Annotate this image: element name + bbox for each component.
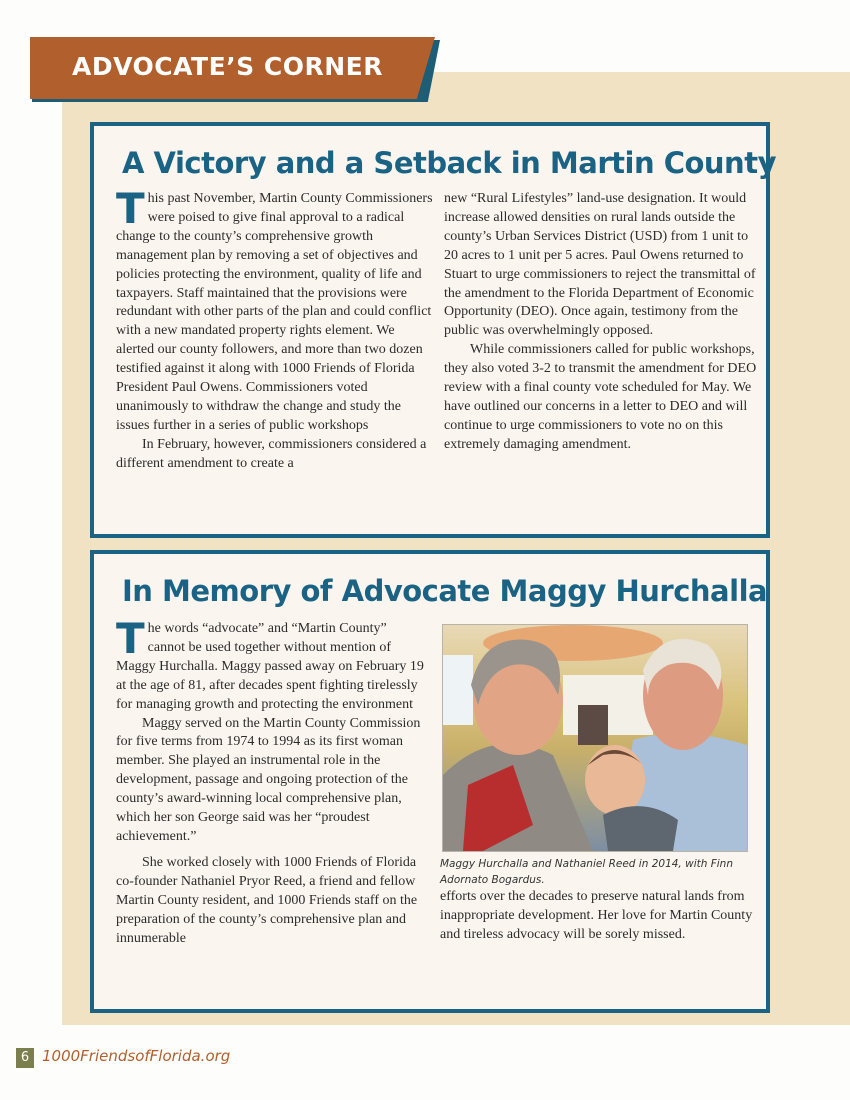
photo-illustration — [443, 625, 747, 851]
paragraph: This past November, Martin County Commissioners were poised to give final approval to a radical change to the county’s comprehensive growth management plan by removing a set of objectives and policies protecting the environment, quality of life and taxpayers. Staff maintained that the provisions were redundant with other parts of the plan and could conflict with a new mandated property rights element. We alerted our county followers, and more than two dozen testified against it along with 1000 Friends of Florida President Paul Owens. Commissioners voted unanimously to withdraw the change and study the issues further in a series of public workshops — [116, 184, 433, 433]
page-number: 6 — [16, 1048, 34, 1068]
section-title: ADVOCATE’S CORNER — [72, 52, 383, 81]
article-in-memory — [90, 550, 770, 1013]
paragraph: Maggy served on the Martin County Commission for five terms from 1974 to 1994 as its first woman member. She played an instrumental role in the development, passage and ongoing protection of the county’s award-winning local comprehensive plan, which her son George said was her “proudest achievement.” — [116, 715, 421, 844]
paragraph: new “Rural Lifestyles” land-use designation. It would increase allowed densities on rural lands outside the county’s Urban Services District (USD) from 1 unit to 20 acres to 1 unit per 5 acres. Paul Owens returned to Stuart to urge commissioners to reject the transmittal of the amendment to the Florida Department of Economic Opportunity (DEO). Once again, testimony from the public was overwhelmingly opposed. — [444, 191, 756, 339]
photo-caption: Maggy Hurchalla and Nathaniel Reed in 2014, with Finn Adornato Bogardus. — [440, 858, 733, 886]
article-title: In Memory of Advocate Maggy Hurchalla — [122, 574, 768, 608]
photo — [442, 624, 748, 852]
article-title: A Victory and a Setback in Martin County — [122, 146, 776, 180]
paragraph: efforts over the decades to preserve natural lands from inappropriate development. Her love for Martin County and tireless advocacy will be sorely missed. — [440, 889, 753, 942]
article-column-1 — [116, 614, 426, 948]
paragraph: The words “advocate” and “Martin County” cannot be used together without mention of Maggy Hurchalla. Maggy passed away on February 19 at the age of 81, after decades spent fighting tirelessly for managing growth and protecting the environment — [116, 614, 424, 712]
paragraph: In February, however, commissioners considered a different amendment to create a — [116, 436, 427, 471]
drop-cap: T — [116, 614, 145, 663]
article-column-2 — [444, 190, 760, 455]
paragraph: She worked closely with 1000 Friends of Florida co-founder Nathaniel Pryor Reed, a friend and fellow Martin County resident, and 1000 Friends staff on the preparation of the county’s comprehensive plan and innumerable — [116, 854, 418, 946]
article-column-1 — [116, 184, 434, 474]
drop-cap: T — [116, 184, 145, 233]
article-victory-setback — [90, 122, 776, 538]
website-link[interactable]: 1000FriendsofFlorida.org — [42, 1047, 231, 1065]
article-column-2 — [440, 888, 756, 945]
paragraph: While commissioners called for public workshops, they also voted 3-2 to transmit the amendment for DEO review with a final county vote scheduled for May. We have outlined our concerns in a letter to DEO and will continue to urge commissioners to vote no on this extremely damaging amendment. — [444, 342, 757, 452]
